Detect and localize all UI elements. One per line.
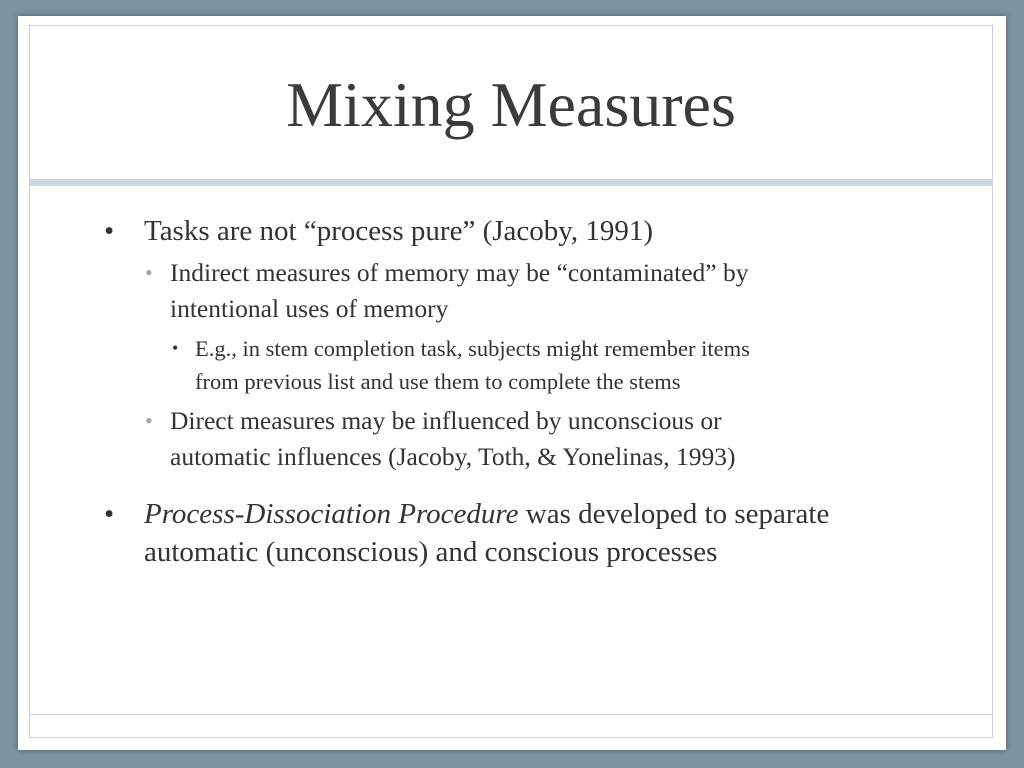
subsubbullet-line-2: from previous list and use them to complete the stems bbox=[195, 369, 681, 394]
bullet-glyph: • bbox=[145, 408, 153, 433]
bullet-glyph: • bbox=[104, 215, 115, 247]
slide-title: Mixing Measures bbox=[286, 69, 736, 140]
subsubbullet-stem-completion bbox=[104, 332, 964, 398]
subbullet-indirect-measures bbox=[104, 255, 964, 327]
bullet-line-2: automatic (unconscious) and conscious processes bbox=[144, 536, 718, 568]
bullet-process-pure bbox=[104, 212, 964, 250]
bullet-text-before: Tasks are not bbox=[144, 215, 304, 247]
subbullet-line-2: intentional uses of memory bbox=[170, 294, 449, 323]
title-divider bbox=[29, 179, 993, 186]
subbullet-line-1: Direct measures may be influenced by unconscious or bbox=[170, 406, 722, 435]
bullet-italic-term: Process-Dissociation Procedure bbox=[144, 498, 519, 530]
subsubbullet-line-1: E.g., in stem completion task, subjects might remember items bbox=[195, 336, 750, 361]
slide bbox=[18, 16, 1006, 750]
slide-body bbox=[104, 212, 964, 571]
bullet-glyph: • bbox=[172, 338, 179, 358]
footer-divider bbox=[29, 714, 993, 715]
subbullet-line-1: Indirect measures of memory may be “contaminated” by bbox=[170, 258, 749, 287]
bullet-glyph: • bbox=[104, 498, 115, 530]
subbullet-line-2: automatic influences (Jacoby, Toth, & Yonelinas, 1993) bbox=[170, 442, 736, 471]
bullet-text-rest: was developed to separate bbox=[518, 498, 830, 530]
subbullet-direct-measures bbox=[104, 403, 964, 475]
bullet-text-after: (Jacoby, 1991) bbox=[475, 215, 654, 247]
bullet-glyph: • bbox=[145, 260, 153, 285]
bullet-process-dissociation bbox=[104, 495, 964, 571]
bullet-text-quoted: “process pure” bbox=[303, 215, 476, 247]
